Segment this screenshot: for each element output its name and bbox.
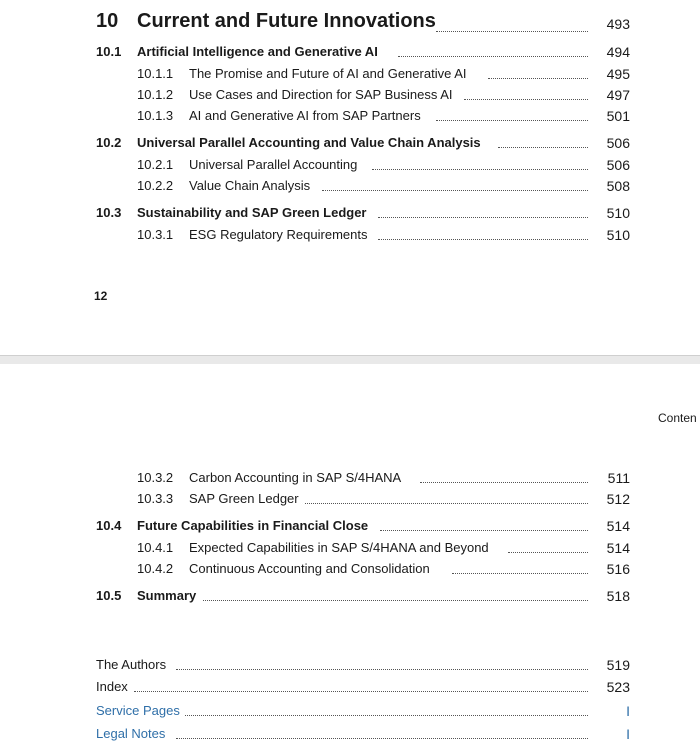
toc-link-service-pages[interactable] <box>0 701 700 721</box>
dot-leader <box>452 559 588 579</box>
entry-page: 516 <box>606 561 630 577</box>
entry-title: Artificial Intelligence and Generative AI <box>137 44 378 59</box>
entry-number: 10.5 <box>96 588 122 603</box>
entry-page: 518 <box>606 588 630 604</box>
toc-subsection-entry[interactable] <box>0 155 700 175</box>
chapter-title: Current and Future Innovations <box>137 10 436 32</box>
toc-section-entry[interactable] <box>0 133 700 153</box>
toc-subsection-entry[interactable] <box>0 489 700 509</box>
toc-back-entry[interactable] <box>0 677 700 697</box>
entry-number: 10.2 <box>96 135 122 150</box>
toc-section-entry[interactable] <box>0 42 700 62</box>
entry-title: Universal Parallel Accounting <box>189 157 358 172</box>
toc-section-entry[interactable] <box>0 516 700 536</box>
entry-title: ESG Regulatory Requirements <box>189 227 368 242</box>
entry-title: Value Chain Analysis <box>189 178 311 193</box>
entry-number: 10.1.3 <box>137 108 174 123</box>
dot-leader <box>322 176 588 196</box>
entry-number: 10.4.2 <box>137 561 174 576</box>
chapter-number: 10 <box>96 10 119 32</box>
toc-subsection-entry[interactable] <box>0 538 700 558</box>
entry-number: 10.3.1 <box>137 227 174 242</box>
entry-page: 523 <box>606 679 630 695</box>
entry-number: 10.3 <box>96 205 122 220</box>
toc-back-entry[interactable] <box>0 655 700 675</box>
entry-title: Legal Notes <box>96 726 166 741</box>
running-header: Conten <box>658 411 697 425</box>
entry-number: 10.1 <box>96 44 122 59</box>
entry-title: Universal Parallel Accounting and Value Chain Analysis <box>137 135 481 150</box>
entry-number: 10.3.3 <box>137 491 174 506</box>
entry-title: Sustainability and SAP Green Ledger <box>137 205 367 220</box>
entry-page: 519 <box>606 657 630 673</box>
toc-subsection-entry[interactable] <box>0 559 700 579</box>
entry-number: 10.1.1 <box>137 66 174 81</box>
entry-page: I <box>626 703 630 719</box>
entry-page: 495 <box>606 66 630 82</box>
toc-section-entry[interactable] <box>0 586 700 606</box>
dot-leader <box>185 701 588 721</box>
dot-leader <box>176 724 588 744</box>
toc-subsection-entry[interactable] <box>0 85 700 105</box>
entry-title: Summary <box>137 588 197 603</box>
dot-leader <box>380 516 588 536</box>
entry-number: 10.3.2 <box>137 470 174 485</box>
entry-title: Carbon Accounting in SAP S/4HANA <box>189 470 402 485</box>
entry-number: 10.4.1 <box>137 540 174 555</box>
entry-number: 10.4 <box>96 518 122 533</box>
toc-subsection-entry[interactable] <box>0 225 700 245</box>
chapter-page: 493 <box>606 16 630 32</box>
toc-chapter-entry[interactable] <box>0 10 700 40</box>
dot-leader <box>436 10 588 40</box>
entry-page: 514 <box>606 540 630 556</box>
entry-page: 497 <box>606 87 630 103</box>
toc-subsection-entry[interactable] <box>0 176 700 196</box>
entry-title: AI and Generative AI from SAP Partners <box>189 108 421 123</box>
entry-page: I <box>626 726 630 742</box>
dot-leader <box>464 85 588 105</box>
entry-page: 510 <box>606 227 630 243</box>
entry-title: Use Cases and Direction for SAP Business AI <box>189 87 453 102</box>
toc-page-upper <box>0 0 700 355</box>
dot-leader <box>378 225 588 245</box>
dot-leader <box>372 155 588 175</box>
entry-number: 10.1.2 <box>137 87 174 102</box>
dot-leader <box>436 106 588 126</box>
dot-leader <box>305 489 588 509</box>
dot-leader <box>508 538 588 558</box>
page-number: 12 <box>94 289 108 303</box>
toc-subsection-entry[interactable] <box>0 64 700 84</box>
dot-leader <box>398 42 588 62</box>
toc-section-entry[interactable] <box>0 203 700 223</box>
entry-page: 512 <box>606 491 630 507</box>
entry-page: 510 <box>606 205 630 221</box>
toc-link-legal-notes[interactable] <box>0 724 700 744</box>
entry-title: Future Capabilities in Financial Close <box>137 518 369 533</box>
entry-number: 10.2.1 <box>137 157 174 172</box>
entry-title: Service Pages <box>96 703 180 718</box>
dot-leader <box>134 677 588 697</box>
entry-page: 508 <box>606 178 630 194</box>
entry-page: 506 <box>606 135 630 151</box>
entry-title: Continuous Accounting and Consolidation <box>189 561 430 576</box>
dot-leader <box>498 133 588 153</box>
entry-page: 514 <box>606 518 630 534</box>
entry-title: The Promise and Future of AI and Generative AI <box>189 66 467 81</box>
dot-leader <box>420 468 588 488</box>
entry-title: SAP Green Ledger <box>189 491 299 506</box>
toc-subsection-entry[interactable] <box>0 106 700 126</box>
entry-page: 511 <box>607 470 630 486</box>
toc-subsection-entry[interactable] <box>0 468 700 488</box>
dot-leader <box>488 64 588 84</box>
entry-page: 501 <box>606 108 630 124</box>
entry-number: 10.2.2 <box>137 178 174 193</box>
dot-leader <box>203 586 588 606</box>
entry-page: 494 <box>606 44 630 60</box>
entry-title: Expected Capabilities in SAP S/4HANA and Beyond <box>189 540 489 555</box>
entry-page: 506 <box>606 157 630 173</box>
entry-title: Index <box>96 679 128 694</box>
dot-leader <box>176 655 588 675</box>
dot-leader <box>378 203 588 223</box>
entry-title: The Authors <box>96 657 167 672</box>
